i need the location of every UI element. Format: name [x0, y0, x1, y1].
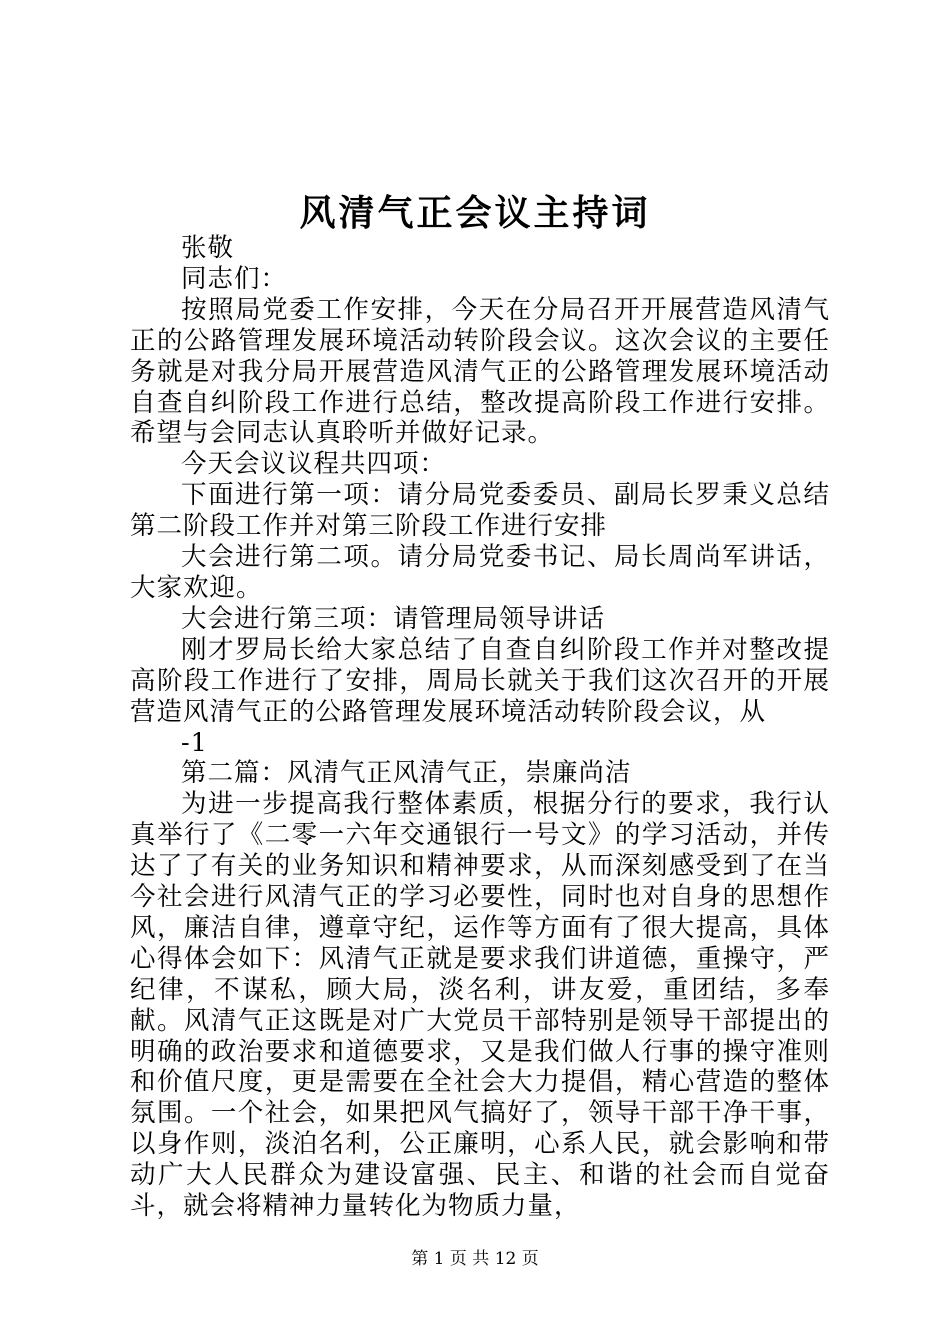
paragraph: 下面进行第一项：请分局党委委员、副局长罗秉义总结第二阶段工作并对第三阶段工作进行安排: [130, 480, 830, 542]
page-marker: -1: [181, 727, 208, 758]
paragraph: 刚才罗局长给大家总结了自查自纠阶段工作并对整改提高阶段工作进行了安排，周局长就关于我们这次召开的开展营造风清气正的公路管理发展环境活动转阶段会议，从: [130, 634, 830, 727]
document-title: 风清气正会议主持词: [299, 192, 651, 234]
paragraph: 按照局党委工作安排，今天在分局召开开展营造风清气正的公路管理发展环境活动转阶段会议。这次会议的主要任务就是对我分局开展营造风清气正的公路管理发展环境活动自查自纠阶段工作进行总结，整改提高阶段工作进行安排。希望与会同志认真聆听并做好记录。: [130, 294, 830, 449]
salutation-line: 同志们：: [181, 263, 288, 294]
paragraph: 大会进行第三项：请管理局领导讲话: [181, 603, 606, 634]
paragraph: 为进一步提高我行整体素质，根据分行的要求，我行认真举行了《二零一六年交通银行一号文》的学习活动，并传达了了有关的业务知识和精神要求，从而深刻感受到了在当今社会进行风清气正的学习必要性，同时也对自身的思想作风，廉洁自律，遵章守纪，运作等方面有了很大提高，具体心得体会如下：风清气正就是要求我们讲道德，重操守，严纪律，不谋私，顾大局，淡名利，讲友爱，重团结，多奉献。风清气正这既是对广大党员干部特别是领导干部提出的明确的政治要求和道德要求，又是我们做人行事的操守准则和价值尺度，更是需要在全社会大力提倡，精心营造的整体氛围。一个社会，如果把风气搞好了，领导干部干净干事，以身作则，淡泊名利，公正廉明，心系人民，就会影响和带动广大人民群众为建设富强、民主、和谐的社会而自觉奋斗，就会将精神力量转化为物质力量，: [130, 789, 830, 1222]
author-line: 张敬: [181, 233, 235, 263]
paragraph: 今天会议议程共四项：: [181, 449, 447, 480]
paragraph: 大会进行第二项。请分局党委书记、局长周尚军讲话，大家欢迎。: [130, 542, 830, 603]
document-body: [130, 233, 830, 1222]
section-heading: 第二篇：风清气正风清气正，崇廉尚洁: [181, 758, 632, 789]
page-footer: 第 1 页 共 12 页: [411, 1249, 539, 1269]
